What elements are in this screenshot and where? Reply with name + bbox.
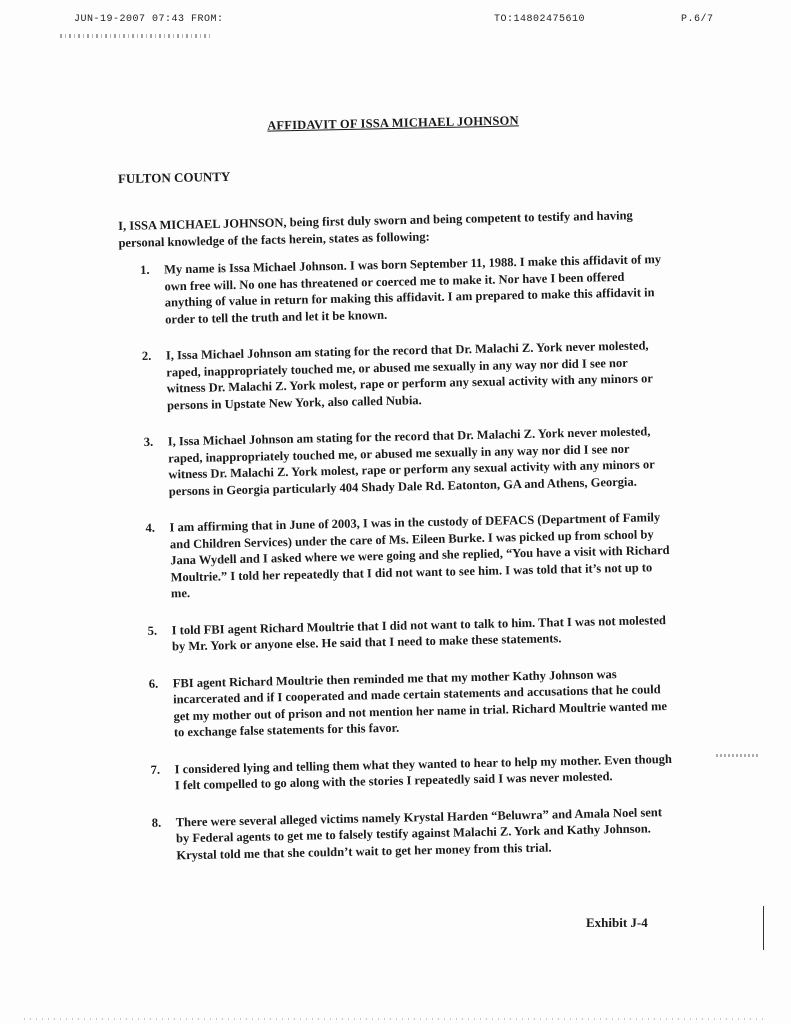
item-number: 5. [147, 623, 158, 638]
item-number: 2. [141, 348, 152, 363]
list-item [152, 803, 679, 864]
item-number: 7. [150, 762, 161, 777]
fax-noise-mark [60, 34, 210, 38]
item-text: I considered lying and telling them what they wanted to hear to help my mother. Even though I felt compelled to go along with the stories I repeatedly said I was never molested. [174, 751, 673, 793]
list-item [149, 664, 676, 741]
item-text: I, Issa Michael Johnson am stating for the record that Dr. Malachi Z. York never molested, raped, inappropriately touched me, or abused me sexually in any way nor did I see nor witness Dr. Malachi Z. York molest, rape or perform any sexual activity with any minors or persons in Upstate New York, also called Nubia. [165, 338, 653, 412]
item-number: 4. [145, 520, 156, 535]
item-number: 3. [143, 434, 154, 449]
item-text: I told FBI agent Richard Moultrie that I did not want to talk to him. That I was not molested by Mr. York or anyone else. He said that I need to make these statements. [171, 612, 667, 654]
item-text: There were several alleged victims namely Krystal Harden “Beluwra” and Amala Noel sent by Federal agents to get me to falsely testify against Malachi Z. York and Kathy Johnson. Krystal told me that she couldn’t wait to get her money from this trial. [175, 804, 663, 862]
exhibit-label: Exhibit J-4 [586, 915, 648, 930]
affidavit-items-list [140, 251, 679, 884]
fax-header [0, 14, 791, 34]
list-item [145, 509, 673, 602]
item-text: FBI agent Richard Moultrie then reminded me that my mother Kathy Johnson was incarcerated and if I cooperated and made certain statements and accusations that he could get my mother out of prison and not mention her name in trial. Richard Moultrie wanted me to exchange false statements for this favor. [172, 666, 668, 740]
document-title: AFFIDAVIT OF ISSA MICHAEL JOHNSON [267, 113, 519, 133]
list-item [148, 611, 675, 655]
list-item [142, 337, 669, 414]
county-heading: FULTON COUNTY [117, 168, 231, 187]
list-item [140, 251, 667, 328]
fax-page-number: P.6/7 [681, 14, 714, 25]
list-item [144, 423, 671, 500]
item-number: 6. [148, 676, 159, 691]
list-item [150, 750, 677, 794]
item-text: I am affirming that in June of 2003, I was in the custody of DEFACS (Department of Family and Children Services) under the care of Ms. Eileen Burke. I was picked up from school by Jana Wydell and I asked where we were going and she replied, “You have a visit with Richard Moultrie.” I told her repeatedly that I did not want to see him. I was told that it’s not up to me. [169, 510, 670, 601]
intro-paragraph: I, ISSA MICHAEL JOHNSON, being first duly sworn and being competent to testify and having personal knowledge of the facts herein, states as following: [118, 208, 633, 250]
item-number: 8. [151, 815, 162, 830]
margin-line [763, 906, 764, 950]
item-text: My name is Issa Michael Johnson. I was born September 11, 1988. I make this affidavit of my own free will. No one has threatened or coerced me to make it. Nor have I been offered anything of value in return for making this affidavit. I am prepared to make this affidavit in order to tell the truth and let it be known. [164, 252, 662, 326]
fax-to-number: TO:14802475610 [494, 14, 586, 25]
item-number: 1. [140, 262, 150, 277]
scan-noise-bottom [24, 1018, 764, 1020]
margin-noise-mark [716, 754, 760, 757]
fax-datetime-from: JUN-19-2007 07:43 FROM: [74, 14, 224, 25]
item-text: I, Issa Michael Johnson am stating for the record that Dr. Malachi Z. York never molested, raped, inappropriately touched me, or abused me sexually in any way nor did I see nor witness Dr. Malachi Z. York molest, rape or perform any sexual activity with any minors or persons in Georgia particularly 404 Shady Dale Rd. Eatonton, GA and Athens, Georgia. [167, 424, 655, 498]
